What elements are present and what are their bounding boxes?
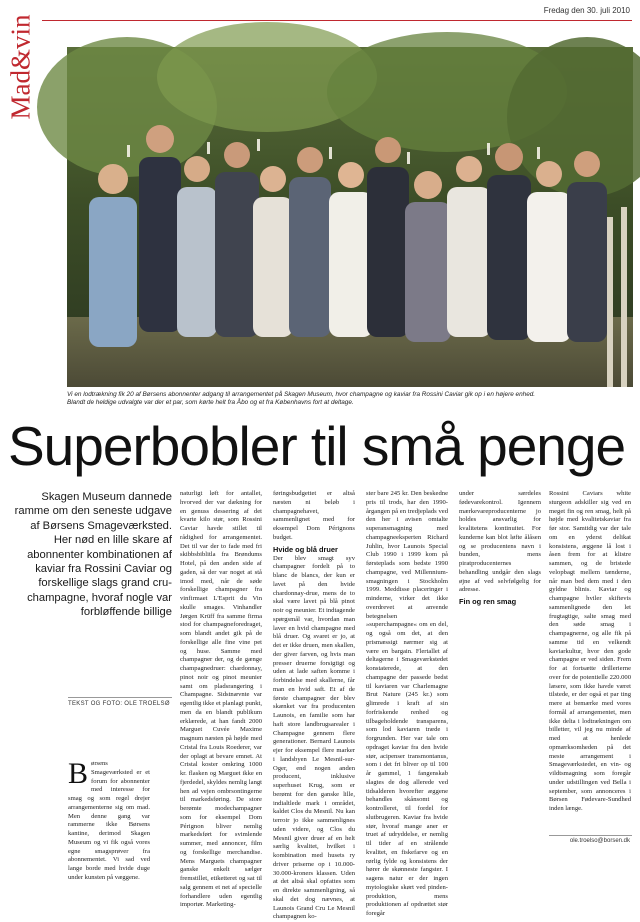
column-3-text-a: føringsbudgettet er altså næsten ni beløb i champagnehavet, sammenlignet med for eksempel Dom Pérignons budget. bbox=[273, 490, 355, 543]
author-email[interactable]: ole.troelso@borsen.dk bbox=[570, 838, 630, 844]
intro-text: Skagen Museum dannede ramme om den seneste udgave af Børsens Smageværksted. Her nød en lille skare af abonnenter kombinationen af kaviar fra Rossini Caviar og forskellige slags grand cru-champagne, hvoraf nogle var forbløffende billige bbox=[14, 490, 172, 620]
article-column-3 bbox=[273, 490, 355, 836]
dropcap: B bbox=[68, 761, 88, 787]
section-tag bbox=[6, 8, 36, 126]
caption-line-1: Vi en lodtrækning fik 20 af Børsens abonnenter adgang til arrangementet på Skagen Museum, hvor champagne og kaviar fra Rossini Caviar gik op i en højere enhed. bbox=[67, 391, 627, 399]
column-3-text-b: Der blev smagt syv champagner fordelt på to blanc de blancs, der kun er lavet på den hvide chardonnay-drue, mens de to skal være lavet på blå pinot noir og meunier. Et indtagende spørgsmål var, hvordan man laver en hvid champagne med blå druer. Og svaret er jo, at det er ikke druen, men skallen, der giver farven, og hvis man presser druerne forsigtigt og uden at lade saften komme i forbindelse med skallerne, får man en hvid saft. Et af de første champagner der blev skænket var fra producenten Launois, en familie som har haft store landbrugsarealer i Champagne gennem flere generationer. Bernard Launois ejer for eksempel flere marker i landsbyen Le Mesnil-sur-Oger, end nogen anden producent, inklusive superhuset Krug, som er berømt for den ganske lille, indialtlede mark i området, kaldet Clos du Mesnil. Nu kan terroir jo ikke sammenlignes uden videre, og Clos du Mesnil giver druer af en helt særlig kvalitet, hvilket i kombination med husets ry driver priserne op i 10.000-30.000-kroners klassen. Uden at det altså skal opfattes som en direkte sammenligning, så skal det dog nævnes, at Launois Grand Cru Le Mesnil champagnen ko- bbox=[273, 555, 355, 922]
subheading-fin-smag: Fin og ren smag bbox=[459, 597, 541, 606]
article-column-6 bbox=[549, 490, 631, 830]
dateline: Fredag den 30. juli 2010 bbox=[544, 6, 630, 15]
header-rule bbox=[42, 20, 632, 21]
photo-caption bbox=[67, 391, 627, 407]
article-column-1 bbox=[68, 760, 150, 836]
group-photo bbox=[67, 47, 633, 387]
subheading-hvide-druer: Hvide og blå druer bbox=[273, 545, 355, 554]
caption-line-2: Blandt de heldige udvalgte var der et par, som kørte helt fra Åbo og et fra Københavns fort at deltage. bbox=[67, 399, 627, 407]
column-2-text: naturligt løft for antallet, hvorved der var dækning for en genuss dessering af det kvarte kilo stør, som Rossini Caviar havde stillet til rådighed for arrangementet. Det til var der to fade med fri skibbsbiblitla fra Brøndums Hotel, på den anden side af gaden, så der var noget at stå imod med, når de søde forskellige champagner fra vinfirmaet L'Esprit du Vin skulle smages. Vinhandler Jørgen Krüff fra samme firma stod for champagneforedraget, som blandt andet gik på de forskellige alle fine vine pet og huse. Samme med champagner der, og de gænge champagnedruer: chardonnay, pinot noir og pinot meunier samt om pladsrangering i Champagne. Sidstnævnte var egentlig ikke et planlagt punkt, men da en blandt publikum erklærede, at han fandt 2000 Marguet Cuvée Maxime magnum næsten på højde med Cristal fra Louis Roederer, var der oplagt at bevare emnet. At Cristal koster omkring 1000 kr. flasken og Marguet ikke en fjerdedel, skyldes nemlig langt hen ad vejen ombrsontingerne til markedsføring. De store berømte modechampagner som for eksempel Dom Pérignon bliver nemlig markedsført for svimlende summer, med annoncer, film og forskellige merchandise. Mens Marguets champagner ganske enkelt sælger fremstillet, etiketteret og sat til salg gennem et net af specielle forhandlere uden egentlig importør. Marketing- bbox=[180, 490, 262, 910]
headline: Superbobler til små penge bbox=[8, 414, 638, 478]
section-label: Mad&vin bbox=[6, 15, 37, 120]
footer-rule bbox=[549, 835, 632, 836]
column-5-text-a: under særdeles fødevarekontrol. Igennem mærkevareproducenterne jo holdes ansvarlig for kvalitetens kontinuitet. For kunderne kan blot løfte ålåsen og se producentens navn i bunden, mens piratproducenternes behandling undgår den slags øjne af ved selvfølgelig for adresse. bbox=[459, 490, 541, 595]
article-column-4 bbox=[366, 490, 448, 836]
column-6-text: Rossini Caviars white sturgeon adskiller sig ved en meget fin og ren smag, helt på højde med kvalitetskaviar fra før stor. Samtidig var der tale om en yderst delikat konsistens, æggene lå lost i åsen frem for at klistre sammen, og de bristede velopbagt mellem tænderne, når man bed dem med i den gyldne blinis. Kaviar og champagne hviler skiftevis sammenlignede den let frugtagtige, salte smag med den søde smag i champagnerne, og alle fik på samme tid en velkendt kaviarkultur, hvor den gode champagne er ved siden. Frem for at fortsætte drillerierne over for de potentielle 220.000 læsere, som ikke havde været tilstede, er der også et par ting mere at bemærke med vores formål af arrangementet, men ikke delta i lodtrækningen om billetter, vil jeg nu minde af med at henlede opmærksomheden på det meste arrangement i Smageværkstedet, en vin- og vildtsmagning som foregår under udstillingen ved Bella i september, som annonceres i Børsen Fødevare-Sundhed inden længe. bbox=[549, 490, 631, 814]
column-4-text: ster bare 245 kr. Den beskedne pris til trods, har den 1990-årgangen på en tredjeplads ved den her i avisen omtalte superansmagning med champagneeksperten Richard Juhlin, hvor Launois Special Club 1990 i 1999 kom på førsteplads som bedste 1990 champagne, ved Millennium-smagningen i Stockholm 1999. Meddisse placeringer i minderne, virker det ikke overdrevet at anvende betegnelsen »superchampagne« om en del, og også om det, at den prismæssigt nærmer sig at være en bargain. Flertallet af deltagerne i Smageværkstedet konstaterede, at den champagne der passede bedst til kaviaren var Charlemagne Brut Nature (245 kr.) som glimrede i kraft af sin forfriskende renhed og tilbageholdende transparens, som lod kaviaren træde i forgrunden. Her var tale om opdraget kaviar fra den hvide stør, acipenser transmontanus, som i det fri bliver op til 100 år gammel, 1 fangenskab slagtes de dog allerede ved tidsalderen hvorefter æggene behandles skånsomt og kontrolleret, til fordel for slutbrugeren. Kaviar fra hvide stør, hvoraf mange aner er truet af udryddelse, er nemlig til tider af en strålende kvalitet, en fiskefarve og en rørlig fylde og konsistens der hører de skønneste fangster. I sagens natur er der ingen mytologiske skørt ved pinden-produktion, mens produktionen af opdrættet stør foregår bbox=[366, 490, 448, 919]
byline-rule bbox=[68, 697, 172, 698]
byline: TEKST OG FOTO: OLE TROELSØ bbox=[68, 701, 172, 707]
article-column-5 bbox=[459, 490, 541, 836]
article-column-2 bbox=[180, 490, 262, 836]
column-1-text: ørsens Smageværksted er et forum for abonnenter med interesse for smag og som regel drejer arrangementerne sig om mad. Men denne gang var rammerne ikke Børsens kantine, derimod Skagen Museum og vi fik også vores egne smagsprøver fra abonnementet. Vi sad ved lange borde med hvide duge under kunsten på væggene. bbox=[68, 760, 150, 881]
